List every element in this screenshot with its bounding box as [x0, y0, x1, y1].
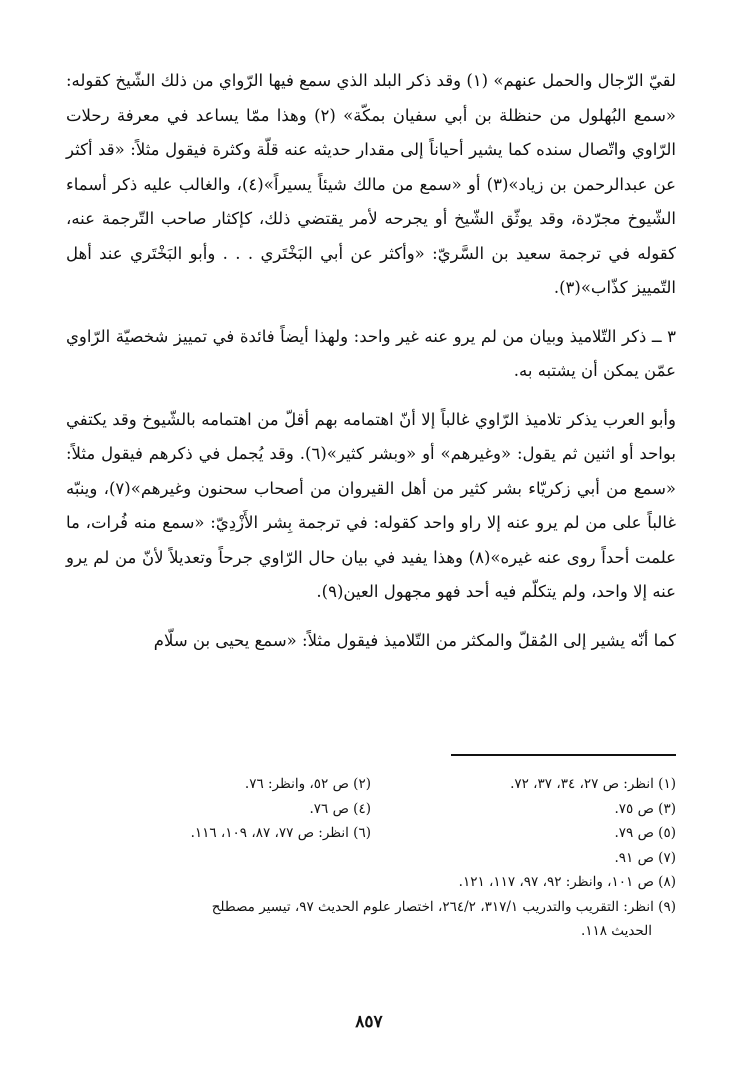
footnote-3: (٣) ص ٧٥. [614, 800, 676, 817]
paragraph-4: كما أنّه يشير إلى المُقلّ والمكثر من التّلاميذ فيقول مثلاً: «سمع يحيى بن سلّام [153, 630, 676, 650]
footnote-9-continuation: الحديث ١١٨. [580, 923, 652, 939]
footnote-8: (٨) ص ١٠١، وانظر: ٩٢، ٩٧، ١١٧، ١٢١. [458, 874, 676, 890]
footnote-row-6 [66, 895, 676, 920]
footnote-row-4 [66, 846, 676, 871]
main-text [66, 64, 676, 672]
footnote-row-3 [66, 821, 676, 846]
footnote-7: (٧) ص ٩١. [614, 849, 676, 866]
paragraph-1: لقيّ الرّجال والحمل عنهم» (١) وقد ذكر البلد الذي سمع فيها الرّواي من ذلك الشّيخ كقوله: «سمع البُهلول من حنظلة بن أبي سفيان بمكّة» (٢) وهذا ممّا يساعد في معرفة رحلات الرّاوي واتّصال سنده كما يشير أحياناً إلى مقدار حديثه عنه قلّة وكثرة فيقول مثلاً: «قد أكثر عن عبدالرحمن بن زياد»(٣) أو «سمع من مالك شيئاً يسيراً»(٤)، والغالب عليه ذكر أسماء الشّيوخ مجرّدة، وقد يوثّق الشّيخ أو يجرحه لأمر يقتضي ذلك، كإكثار صاحب التّرجمة عنه، كقوله في ترجمة سعيد بن السَّريّ: «وأكثر عن أبي البَخْتَري . . . وأبو البَخْتَري عند أهل التّمييز كذّاب»(٣). [66, 71, 677, 297]
paragraph-2: ٣ ــ ذكر التّلاميذ وبيان من لم يرو عنه غير واحد: ولهذا أيضاً فائدة في تمييز شخصيّة الرّاوي عمّن يمكن أن يشتبه به. [66, 326, 676, 380]
footnote-5: (٥) ص ٧٩. [614, 825, 676, 841]
footnote-row-2 [66, 797, 676, 822]
footnote-6: (٦) انظر: ص ٧٧، ٨٧، ١٠٩، ١١٦. [190, 825, 371, 841]
footnote-row-1 [66, 772, 676, 797]
footnote-2: (٢) ص ٥٢، وانظر: ٧٦. [244, 776, 371, 792]
paragraph-3: وأبو العرب يذكر تلاميذ الرّاوي غالباً إلا أنّ اهتمامه بهم أقلّ من اهتمامه بالشّيوخ وقد يكتفي بواحد أو اثنين ثم يقول: «وغيرهم» أو «وبشر كثير»(٦). وقد يُجمل في ذكرهم فيقول مثلاً: «سمع من أبي زكريّاء بشر كثير من أهل القيروان من أصحاب سحنون وغيرهم»(٧)، وينبّه غالباً على من لم يرو عنه إلا راو واحد كقوله: في ترجمة بِشر الأَزْدِيّ: «سمع منه فُرات، ما علمت أحداً روى عنه غيره»(٨) وهذا يفيد في بيان حال الرّاوي جرحاً وتعديلاً لأنّ من لم يرو عنه إلا واحد، ولم يتكلّم فيه أحد فهو مجهول العين(٩). [66, 409, 677, 601]
footnote-9: (٩) انظر: التقريب والتدريب ٣١٧/١، ٢٦٤/٢، اختصار علوم الحديث ٩٧، تيسير مصطلح [211, 898, 676, 915]
footnote-row-7 [66, 919, 676, 944]
footnotes [66, 772, 676, 944]
page-number: ٨٥٧ [355, 1012, 383, 1032]
footnote-4: (٤) ص ٧٦. [309, 800, 371, 817]
footnote-divider [451, 754, 676, 756]
footnote-row-5 [66, 870, 676, 895]
footnote-1: (١) انظر: ص ٢٧، ٣٤، ٣٧، ٧٢. [510, 776, 676, 792]
